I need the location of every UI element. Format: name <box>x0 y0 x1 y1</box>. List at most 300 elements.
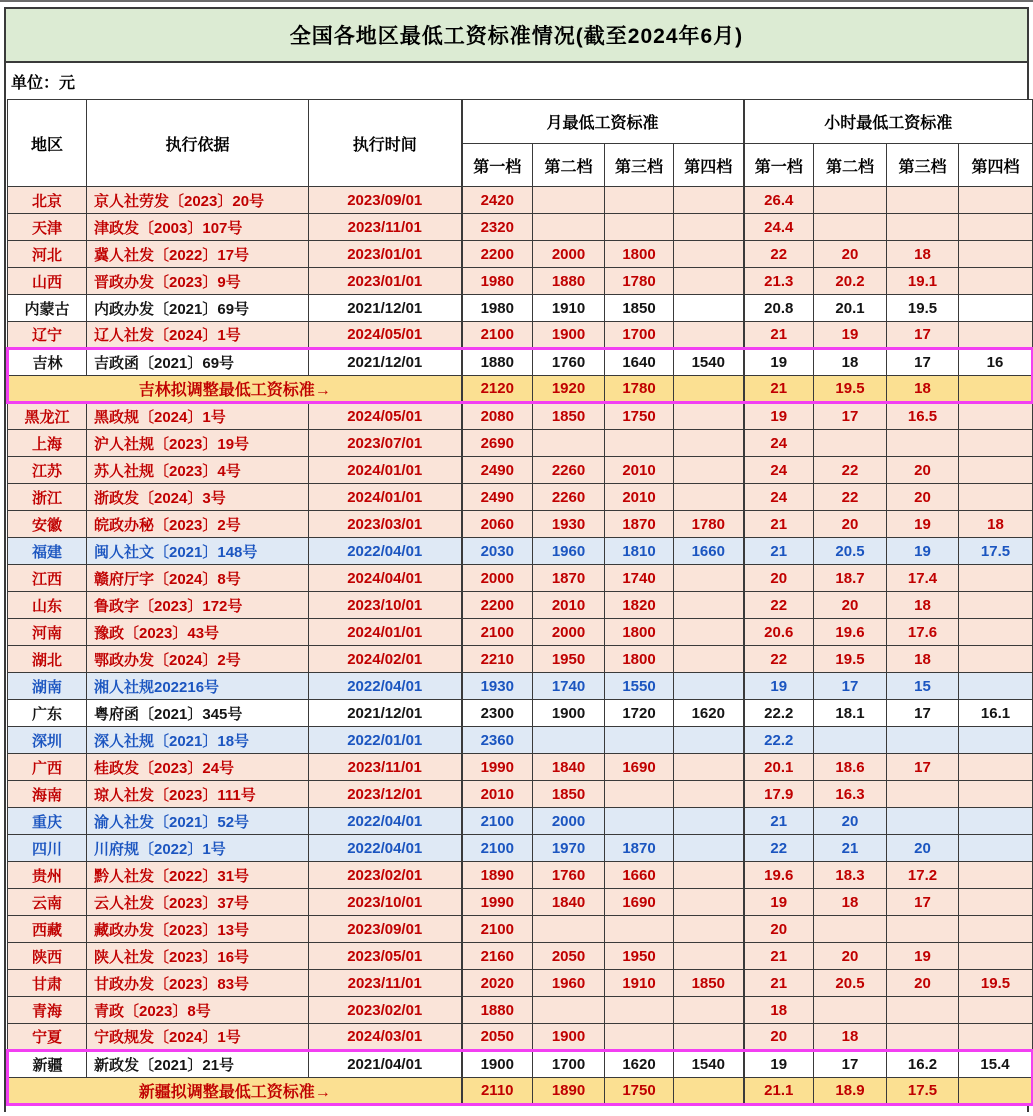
hourly-tier-cell <box>959 565 1033 592</box>
date-cell: 2024/05/01 <box>309 322 462 349</box>
date-cell: 2023/02/01 <box>309 997 462 1024</box>
monthly-tier-cell <box>674 835 744 862</box>
monthly-tier-cell: 1780 <box>605 268 674 295</box>
hourly-tier-cell: 20.1 <box>814 295 887 322</box>
table-row <box>8 781 1033 808</box>
monthly-tier-cell: 1850 <box>533 781 605 808</box>
hourly-tier-cell <box>814 187 887 214</box>
proposal-label-cell: 新疆拟调整最低工资标准→ <box>8 1078 462 1105</box>
hourly-tier-cell: 24.4 <box>744 214 814 241</box>
monthly-tier-cell: 1960 <box>533 538 605 565</box>
header-hourly-tier-1: 第一档 <box>744 144 814 187</box>
monthly-tier-cell <box>674 268 744 295</box>
monthly-tier-cell: 2690 <box>462 430 533 457</box>
hourly-tier-cell <box>887 997 959 1024</box>
monthly-tier-cell: 1930 <box>533 511 605 538</box>
hourly-tier-cell: 22 <box>744 646 814 673</box>
basis-cell: 冀人社发〔2022〕17号 <box>87 241 309 268</box>
monthly-tier-cell: 1900 <box>533 700 605 727</box>
basis-cell: 晋政办发〔2023〕9号 <box>87 268 309 295</box>
monthly-tier-cell <box>605 781 674 808</box>
region-cell: 广东 <box>8 700 87 727</box>
monthly-tier-cell <box>533 916 605 943</box>
hourly-tier-cell: 21.3 <box>744 268 814 295</box>
monthly-tier-cell <box>674 646 744 673</box>
region-cell: 河南 <box>8 619 87 646</box>
hourly-tier-cell: 15.4 <box>959 1051 1033 1078</box>
hourly-tier-cell: 18 <box>744 997 814 1024</box>
monthly-tier-cell: 2260 <box>533 484 605 511</box>
monthly-tier-cell: 1740 <box>605 565 674 592</box>
hourly-tier-cell: 19.5 <box>887 295 959 322</box>
monthly-tier-cell: 2160 <box>462 943 533 970</box>
hourly-tier-cell: 22 <box>744 241 814 268</box>
monthly-tier-cell: 2420 <box>462 187 533 214</box>
hourly-tier-cell <box>814 727 887 754</box>
date-cell: 2023/12/01 <box>309 781 462 808</box>
hourly-tier-cell: 21 <box>744 943 814 970</box>
date-cell: 2023/09/01 <box>309 916 462 943</box>
table-row <box>8 565 1033 592</box>
hourly-tier-cell: 17.9 <box>744 781 814 808</box>
table-row <box>8 430 1033 457</box>
basis-cell: 鄂政办发〔2024〕2号 <box>87 646 309 673</box>
monthly-tier-cell: 2200 <box>462 241 533 268</box>
header-hourly-tier-4: 第四档 <box>959 144 1033 187</box>
monthly-tier-cell: 1620 <box>674 700 744 727</box>
monthly-tier-cell: 1870 <box>605 511 674 538</box>
header-monthly-tier-1: 第一档 <box>462 144 533 187</box>
header-date: 执行时间 <box>309 100 462 187</box>
date-cell: 2023/10/01 <box>309 889 462 916</box>
region-cell: 重庆 <box>8 808 87 835</box>
header-hourly-group: 小时最低工资标准 <box>744 100 1033 144</box>
hourly-tier-cell: 18.9 <box>814 1078 887 1105</box>
monthly-tier-cell: 1540 <box>674 349 744 376</box>
hourly-tier-cell: 19 <box>887 943 959 970</box>
table-row <box>8 322 1033 349</box>
date-cell: 2021/12/01 <box>309 349 462 376</box>
hourly-tier-cell: 17.2 <box>887 862 959 889</box>
hourly-tier-cell: 17 <box>887 322 959 349</box>
hourly-tier-cell: 22.2 <box>744 727 814 754</box>
monthly-tier-cell: 1880 <box>462 997 533 1024</box>
hourly-tier-cell <box>959 808 1033 835</box>
monthly-tier-cell: 2100 <box>462 808 533 835</box>
monthly-tier-cell: 1890 <box>462 862 533 889</box>
hourly-tier-cell: 21 <box>744 322 814 349</box>
table-row <box>8 1024 1033 1051</box>
monthly-tier-cell <box>674 403 744 430</box>
monthly-tier-cell: 2060 <box>462 511 533 538</box>
hourly-tier-cell <box>959 889 1033 916</box>
hourly-tier-cell: 20.6 <box>744 619 814 646</box>
monthly-tier-cell <box>674 457 744 484</box>
monthly-tier-cell: 1640 <box>605 349 674 376</box>
hourly-tier-cell: 19 <box>744 1051 814 1078</box>
date-cell: 2024/03/01 <box>309 1024 462 1051</box>
hourly-tier-cell <box>887 187 959 214</box>
monthly-tier-cell: 1970 <box>533 835 605 862</box>
region-cell: 贵州 <box>8 862 87 889</box>
basis-cell: 皖政办秘〔2023〕2号 <box>87 511 309 538</box>
basis-cell: 鲁政字〔2023〕172号 <box>87 592 309 619</box>
basis-cell: 黑政规〔2024〕1号 <box>87 403 309 430</box>
hourly-tier-cell <box>814 916 887 943</box>
monthly-tier-cell: 1890 <box>533 1078 605 1105</box>
monthly-tier-cell: 1850 <box>605 295 674 322</box>
monthly-tier-cell: 1760 <box>533 862 605 889</box>
region-cell: 甘肃 <box>8 970 87 997</box>
monthly-tier-cell <box>605 916 674 943</box>
hourly-tier-cell <box>959 376 1033 403</box>
region-cell: 吉林 <box>8 349 87 376</box>
monthly-tier-cell: 1870 <box>533 565 605 592</box>
date-cell: 2023/02/01 <box>309 862 462 889</box>
basis-cell: 甘政办发〔2023〕83号 <box>87 970 309 997</box>
region-cell: 广西 <box>8 754 87 781</box>
monthly-tier-cell <box>605 727 674 754</box>
monthly-tier-cell <box>674 241 744 268</box>
monthly-tier-cell <box>605 1024 674 1051</box>
monthly-tier-cell: 1800 <box>605 646 674 673</box>
basis-cell: 琼人社发〔2023〕111号 <box>87 781 309 808</box>
table-row <box>8 619 1033 646</box>
hourly-tier-cell: 26.4 <box>744 187 814 214</box>
date-cell: 2021/12/01 <box>309 295 462 322</box>
hourly-tier-cell: 17 <box>814 1051 887 1078</box>
hourly-tier-cell: 18 <box>959 511 1033 538</box>
hourly-tier-cell: 20.8 <box>744 295 814 322</box>
hourly-tier-cell <box>959 997 1033 1024</box>
hourly-tier-cell <box>959 214 1033 241</box>
hourly-tier-cell: 18 <box>814 889 887 916</box>
monthly-tier-cell: 1780 <box>674 511 744 538</box>
table-row <box>8 862 1033 889</box>
header-monthly-tier-2: 第二档 <box>533 144 605 187</box>
hourly-tier-cell <box>887 781 959 808</box>
proposal-label-cell: 吉林拟调整最低工资标准→ <box>8 376 462 403</box>
table-row <box>8 538 1033 565</box>
hourly-tier-cell: 21 <box>744 970 814 997</box>
hourly-tier-cell: 20.5 <box>814 970 887 997</box>
hourly-tier-cell: 16 <box>959 349 1033 376</box>
table-row <box>8 592 1033 619</box>
monthly-tier-cell: 1820 <box>605 592 674 619</box>
table-row <box>8 349 1033 376</box>
monthly-tier-cell: 2010 <box>605 484 674 511</box>
date-cell: 2023/07/01 <box>309 430 462 457</box>
region-cell: 江西 <box>8 565 87 592</box>
monthly-tier-cell: 1780 <box>605 376 674 403</box>
monthly-tier-cell <box>674 754 744 781</box>
monthly-tier-cell <box>533 187 605 214</box>
monthly-tier-cell: 1880 <box>462 349 533 376</box>
hourly-tier-cell: 20 <box>814 511 887 538</box>
table-row <box>8 511 1033 538</box>
hourly-tier-cell <box>959 592 1033 619</box>
proposal-row <box>8 376 1033 403</box>
monthly-tier-cell: 1900 <box>533 1024 605 1051</box>
date-cell: 2022/04/01 <box>309 538 462 565</box>
date-cell: 2023/01/01 <box>309 241 462 268</box>
region-cell: 天津 <box>8 214 87 241</box>
hourly-tier-cell: 19 <box>887 511 959 538</box>
monthly-tier-cell: 2100 <box>462 619 533 646</box>
monthly-tier-cell <box>674 376 744 403</box>
monthly-tier-cell: 2000 <box>533 619 605 646</box>
table-row <box>8 727 1033 754</box>
hourly-tier-cell: 19.6 <box>814 619 887 646</box>
minimum-wage-table <box>6 99 1033 1106</box>
monthly-tier-cell <box>674 1078 744 1105</box>
region-cell: 湖北 <box>8 646 87 673</box>
hourly-tier-cell: 16.2 <box>887 1051 959 1078</box>
monthly-tier-cell: 2490 <box>462 457 533 484</box>
table-row <box>8 808 1033 835</box>
table-row <box>8 187 1033 214</box>
monthly-tier-cell: 1540 <box>674 1051 744 1078</box>
hourly-tier-cell: 20 <box>814 592 887 619</box>
table-row <box>8 970 1033 997</box>
monthly-tier-cell <box>674 619 744 646</box>
hourly-tier-cell: 17 <box>814 403 887 430</box>
hourly-tier-cell <box>887 727 959 754</box>
hourly-tier-cell: 20 <box>887 970 959 997</box>
hourly-tier-cell: 22 <box>744 835 814 862</box>
table-row <box>8 754 1033 781</box>
date-cell: 2022/01/01 <box>309 727 462 754</box>
hourly-tier-cell: 17 <box>887 889 959 916</box>
header-monthly-group: 月最低工资标准 <box>462 100 744 144</box>
proposal-row <box>8 1078 1033 1105</box>
monthly-tier-cell: 1920 <box>533 376 605 403</box>
hourly-tier-cell <box>887 808 959 835</box>
hourly-tier-cell: 19.1 <box>887 268 959 295</box>
monthly-tier-cell <box>674 322 744 349</box>
hourly-tier-cell: 20 <box>814 943 887 970</box>
basis-cell: 苏人社规〔2023〕4号 <box>87 457 309 484</box>
date-cell: 2024/02/01 <box>309 646 462 673</box>
monthly-tier-cell <box>605 997 674 1024</box>
hourly-tier-cell: 18 <box>887 241 959 268</box>
hourly-tier-cell: 22 <box>744 592 814 619</box>
hourly-tier-cell <box>959 1078 1033 1105</box>
monthly-tier-cell: 2110 <box>462 1078 533 1105</box>
hourly-tier-cell: 16.5 <box>887 403 959 430</box>
monthly-tier-cell <box>674 430 744 457</box>
header-region: 地区 <box>8 100 87 187</box>
region-cell: 深圳 <box>8 727 87 754</box>
monthly-tier-cell: 1980 <box>462 295 533 322</box>
page-title: 全国各地区最低工资标准情况(截至2024年6月) <box>6 9 1027 63</box>
basis-cell: 京人社劳发〔2023〕20号 <box>87 187 309 214</box>
basis-cell: 云人社发〔2023〕37号 <box>87 889 309 916</box>
table-row <box>8 241 1033 268</box>
region-cell: 辽宁 <box>8 322 87 349</box>
hourly-tier-cell: 17 <box>887 754 959 781</box>
table-header <box>8 100 1033 187</box>
date-cell: 2022/04/01 <box>309 673 462 700</box>
monthly-tier-cell <box>674 727 744 754</box>
hourly-tier-cell: 18 <box>814 1024 887 1051</box>
monthly-tier-cell: 1550 <box>605 673 674 700</box>
hourly-tier-cell: 20 <box>887 484 959 511</box>
monthly-tier-cell: 2260 <box>533 457 605 484</box>
region-cell: 新疆 <box>8 1051 87 1078</box>
monthly-tier-cell <box>605 430 674 457</box>
table-row <box>8 835 1033 862</box>
hourly-tier-cell <box>959 727 1033 754</box>
basis-cell: 藏政办发〔2023〕13号 <box>87 916 309 943</box>
monthly-tier-cell: 1700 <box>533 1051 605 1078</box>
hourly-tier-cell: 18.6 <box>814 754 887 781</box>
basis-cell: 宁政规发〔2024〕1号 <box>87 1024 309 1051</box>
monthly-tier-cell: 2000 <box>533 808 605 835</box>
monthly-tier-cell: 1990 <box>462 754 533 781</box>
hourly-tier-cell: 20 <box>744 565 814 592</box>
monthly-tier-cell: 1930 <box>462 673 533 700</box>
basis-cell: 辽人社发〔2024〕1号 <box>87 322 309 349</box>
header-basis: 执行依据 <box>87 100 309 187</box>
basis-cell: 湘人社规202216号 <box>87 673 309 700</box>
monthly-tier-cell: 2000 <box>462 565 533 592</box>
basis-cell: 内政办发〔2021〕69号 <box>87 295 309 322</box>
monthly-tier-cell: 2100 <box>462 322 533 349</box>
monthly-tier-cell: 2490 <box>462 484 533 511</box>
monthly-tier-cell: 2030 <box>462 538 533 565</box>
hourly-tier-cell: 17.5 <box>959 538 1033 565</box>
hourly-tier-cell: 19.6 <box>744 862 814 889</box>
hourly-tier-cell <box>959 862 1033 889</box>
table-row <box>8 916 1033 943</box>
region-cell: 安徽 <box>8 511 87 538</box>
monthly-tier-cell <box>674 565 744 592</box>
header-monthly-tier-4: 第四档 <box>674 144 744 187</box>
hourly-tier-cell: 21 <box>814 835 887 862</box>
region-cell: 北京 <box>8 187 87 214</box>
monthly-tier-cell: 1900 <box>533 322 605 349</box>
hourly-tier-cell: 17 <box>887 700 959 727</box>
hourly-tier-cell: 21 <box>744 808 814 835</box>
hourly-tier-cell <box>959 322 1033 349</box>
basis-cell: 黔人社发〔2022〕31号 <box>87 862 309 889</box>
date-cell: 2022/04/01 <box>309 808 462 835</box>
hourly-tier-cell: 19 <box>744 403 814 430</box>
date-cell: 2023/10/01 <box>309 592 462 619</box>
monthly-tier-cell: 2100 <box>462 835 533 862</box>
hourly-tier-cell <box>959 484 1033 511</box>
basis-cell: 陕人社发〔2023〕16号 <box>87 943 309 970</box>
monthly-tier-cell: 2120 <box>462 376 533 403</box>
table-row <box>8 646 1033 673</box>
monthly-tier-cell: 2100 <box>462 916 533 943</box>
date-cell: 2023/03/01 <box>309 511 462 538</box>
monthly-tier-cell: 2050 <box>462 1024 533 1051</box>
monthly-tier-cell: 1910 <box>533 295 605 322</box>
date-cell: 2023/05/01 <box>309 943 462 970</box>
hourly-tier-cell: 18 <box>887 592 959 619</box>
monthly-tier-cell <box>674 592 744 619</box>
region-cell: 西藏 <box>8 916 87 943</box>
date-cell: 2024/01/01 <box>309 619 462 646</box>
monthly-tier-cell: 1980 <box>462 268 533 295</box>
hourly-tier-cell: 17 <box>887 349 959 376</box>
monthly-tier-cell: 1690 <box>605 754 674 781</box>
hourly-tier-cell: 24 <box>744 430 814 457</box>
monthly-tier-cell: 1870 <box>605 835 674 862</box>
unit-label: 单位：元 <box>6 63 1027 99</box>
hourly-tier-cell <box>959 295 1033 322</box>
region-cell: 江苏 <box>8 457 87 484</box>
monthly-tier-cell: 1950 <box>605 943 674 970</box>
table-row <box>8 1051 1033 1078</box>
monthly-tier-cell <box>674 916 744 943</box>
monthly-tier-cell <box>674 997 744 1024</box>
hourly-tier-cell <box>959 403 1033 430</box>
hourly-tier-cell: 20.2 <box>814 268 887 295</box>
table-row <box>8 295 1033 322</box>
hourly-tier-cell: 21.1 <box>744 1078 814 1105</box>
hourly-tier-cell: 21 <box>744 511 814 538</box>
basis-cell: 浙政发〔2024〕3号 <box>87 484 309 511</box>
monthly-tier-cell <box>605 808 674 835</box>
hourly-tier-cell: 16.1 <box>959 700 1033 727</box>
hourly-tier-cell: 19 <box>744 673 814 700</box>
region-cell: 山东 <box>8 592 87 619</box>
monthly-tier-cell <box>674 781 744 808</box>
date-cell: 2022/04/01 <box>309 835 462 862</box>
hourly-tier-cell: 19 <box>814 322 887 349</box>
hourly-tier-cell: 24 <box>744 457 814 484</box>
monthly-tier-cell <box>533 997 605 1024</box>
hourly-tier-cell: 19 <box>887 538 959 565</box>
basis-cell: 豫政〔2023〕43号 <box>87 619 309 646</box>
hourly-tier-cell: 16.3 <box>814 781 887 808</box>
date-cell: 2023/11/01 <box>309 214 462 241</box>
hourly-tier-cell: 18.3 <box>814 862 887 889</box>
table-row <box>8 997 1033 1024</box>
hourly-tier-cell <box>887 916 959 943</box>
document-frame <box>4 7 1029 1112</box>
hourly-tier-cell <box>959 754 1033 781</box>
hourly-tier-cell: 20 <box>814 241 887 268</box>
monthly-tier-cell: 2050 <box>533 943 605 970</box>
monthly-tier-cell: 1850 <box>533 403 605 430</box>
table-row <box>8 484 1033 511</box>
hourly-tier-cell: 19.5 <box>959 970 1033 997</box>
monthly-tier-cell: 1800 <box>605 619 674 646</box>
hourly-tier-cell <box>959 241 1033 268</box>
hourly-tier-cell <box>814 997 887 1024</box>
hourly-tier-cell <box>887 1024 959 1051</box>
monthly-tier-cell: 1850 <box>674 970 744 997</box>
header-row-groups <box>8 100 1033 144</box>
hourly-tier-cell: 19 <box>744 889 814 916</box>
hourly-tier-cell: 17.5 <box>887 1078 959 1105</box>
basis-cell: 津政发〔2003〕107号 <box>87 214 309 241</box>
monthly-tier-cell: 1800 <box>605 241 674 268</box>
hourly-tier-cell: 18 <box>814 349 887 376</box>
hourly-tier-cell: 20.5 <box>814 538 887 565</box>
monthly-tier-cell <box>605 214 674 241</box>
monthly-tier-cell <box>674 295 744 322</box>
hourly-tier-cell: 24 <box>744 484 814 511</box>
basis-cell: 青政〔2023〕8号 <box>87 997 309 1024</box>
hourly-tier-cell <box>959 430 1033 457</box>
date-cell: 2021/04/01 <box>309 1051 462 1078</box>
basis-cell: 沪人社规〔2023〕19号 <box>87 430 309 457</box>
